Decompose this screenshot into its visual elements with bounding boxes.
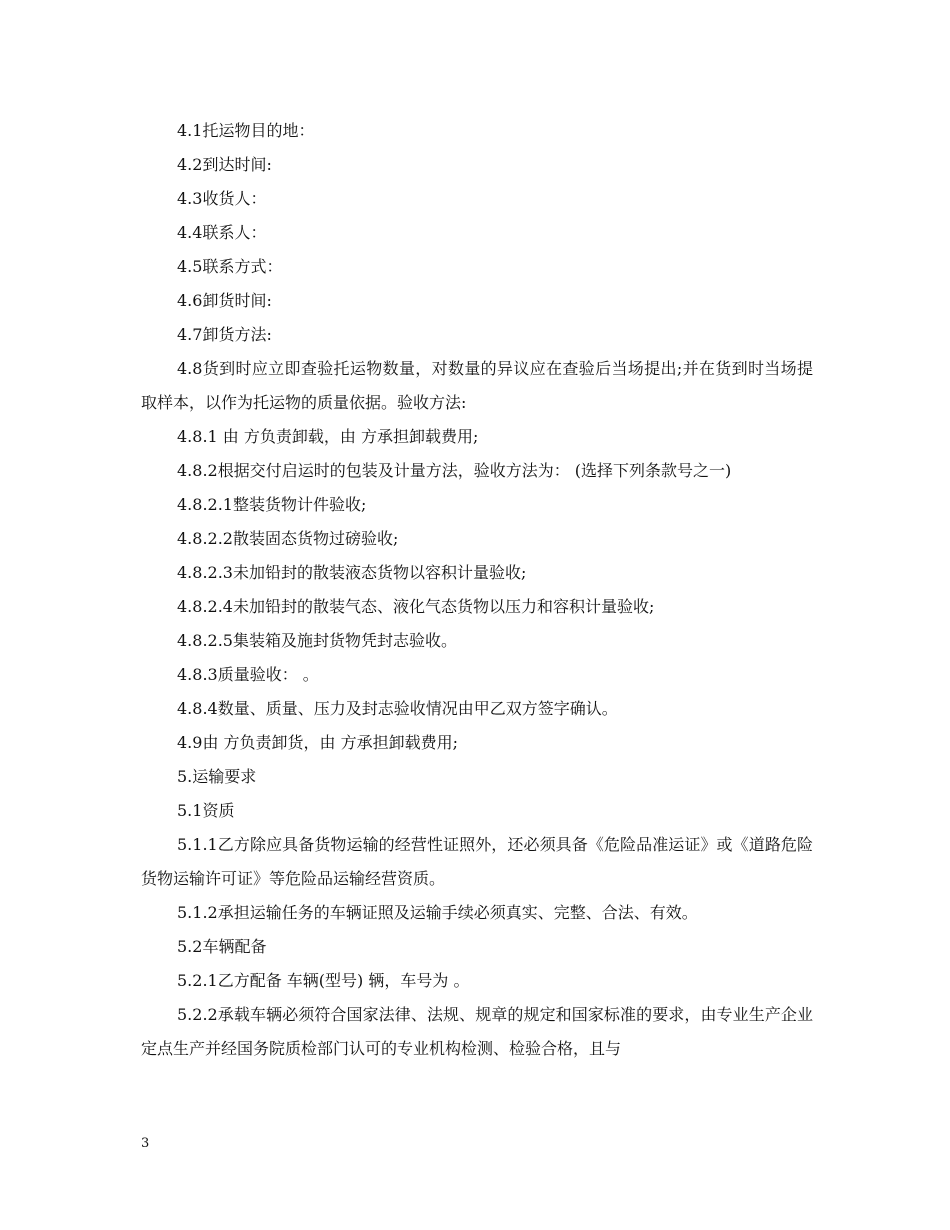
paragraph: 4.8.2.3未加铅封的散装液态货物以容积计量验收; xyxy=(177,563,527,582)
paragraph: 4.8.2.4未加铅封的散装气态、液化气态货物以压力和容积计量验收; xyxy=(177,597,655,616)
paragraph: 4.8货到时应立即查验托运物数量，对数量的异议应在查验后当场提出;并在货到时当场提取样本，以作为托运物的质量依据。验收方法: xyxy=(141,359,813,412)
paragraph: 4.8.2.5集装箱及施封货物凭封志验收。 xyxy=(177,631,457,650)
paragraph: 5.2.1乙方配备 车辆(型号) 辆，车号为 。 xyxy=(177,971,470,990)
paragraph: 4.8.1 由 方负责卸载，由 方承担卸载费用; xyxy=(177,427,479,446)
paragraph: 4.4联系人： xyxy=(177,223,267,242)
paragraph: 4.8.2.2散装固态货物过磅验收; xyxy=(177,529,399,548)
section-heading: 5.运输要求 xyxy=(177,767,257,786)
paragraph: 4.1托运物目的地： xyxy=(177,121,315,140)
paragraph: 5.2.2承载车辆必须符合国家法律、法规、规章的规定和国家标准的要求，由专业生产企业定点生产并经国务院质检部门认可的专业机构检测、检验合格，且与 xyxy=(141,1005,813,1058)
paragraph: 4.6卸货时间: xyxy=(177,291,272,310)
paragraph: 4.7卸货方法: xyxy=(177,325,272,344)
paragraph: 4.2到达时间: xyxy=(177,155,272,174)
paragraph: 4.5联系方式： xyxy=(177,257,283,276)
document-body xyxy=(141,114,813,1066)
paragraph: 4.8.4数量、质量、压力及封志验收情况由甲乙双方签字确认。 xyxy=(177,699,618,718)
paragraph: 4.3收货人： xyxy=(177,189,267,208)
paragraph: 4.8.3质量验收： 。 xyxy=(177,665,319,684)
page-number: 3 xyxy=(141,1136,150,1151)
paragraph: 4.8.2.1整装货物计件验收; xyxy=(177,495,367,514)
subsection-heading: 5.1资质 xyxy=(177,801,235,820)
paragraph: 4.9由 方负责卸货，由 方承担卸载费用; xyxy=(177,733,459,752)
subsection-heading: 5.2车辆配备 xyxy=(177,937,267,956)
paragraph: 5.1.1乙方除应具备货物运输的经营性证照外，还必须具备《危险品准运证》或《道路危险货物运输许可证》等危险品运输经营资质。 xyxy=(141,835,813,888)
paragraph: 4.8.2根据交付启运时的包装及计量方法，验收方法为： (选择下列条款号之一) xyxy=(177,461,732,480)
paragraph: 5.1.2承担运输任务的车辆证照及运输手续必须真实、完整、合法、有效。 xyxy=(177,903,698,922)
